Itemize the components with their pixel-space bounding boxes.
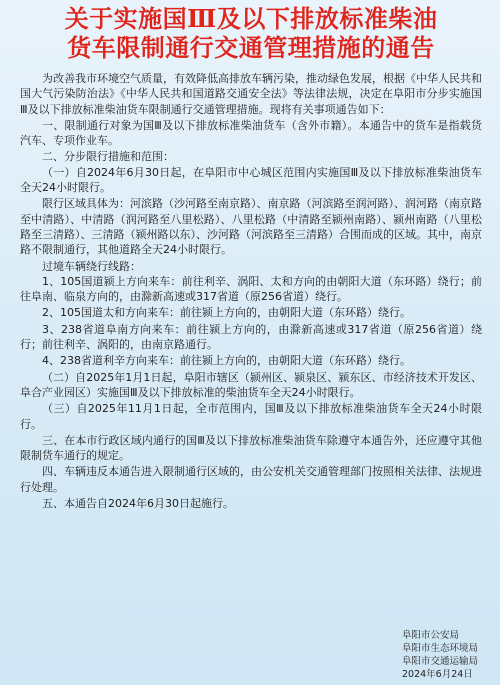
issuer-police-bureau: 阜阳市公安局 [401, 630, 459, 641]
section-2-heading: 二、分步限行措施和范围： [42, 150, 174, 164]
detour-route-3: 3、238省道阜南方向来车：前往颍上方向的，由滁新高速或317省道（原256省道）绕行；前往利辛、涡阳的，由南京路通行。 [20, 322, 482, 352]
intro-paragraph: 为改善我市环境空气质量，有效降低高排放车辆污染，推动绿色发展，根据《中华人民共和国大气污染防治法》《中华人民共和国道路交通安全法》等法律法规，决定在阜阳市分步实施国Ⅲ及以下排放标准柴油货车限制通行交通管理措施。现将有关事项通告如下： [20, 72, 482, 116]
detour-route-1: 1、105国道颍上方向来车：前往利辛、涡阳、太和方向的由朝阳大道（东环路）绕行；前往阜南、临泉方向的，由滁新高速或317省道（原256省道）绕行。 [20, 274, 482, 304]
title-line-2: 货车限制通行交通管理措施的通告 [67, 33, 435, 62]
section-1-paragraph: 一、限制通行对象为国Ⅲ及以下排放标准柴油货车（含外市籍）。本通告中的货车是指载货汽车、专项作业车。 [20, 118, 482, 148]
section-2-item-1: （一）自2024年6月30日起，在阜阳市中心城区范围内实施国Ⅲ及以下排放标准柴油货车全天24小时限行。 [20, 165, 482, 195]
restricted-area-paragraph: 限行区域具体为：河滨路（沙河路至南京路）、南京路（河滨路至润河路）、润河路（南京路至中清路）、中清路（润河路至八里松路）、八里松路（中清路至颍州南路）、颍州南路（八里松路至三清路）、三清路（颍州路以东）、沙河路（河滨路至三清路）合围而成的区域。其中，南京路不限制通行，其他道路全天24小时限行。 [20, 197, 482, 257]
issuer-transport-bureau: 阜阳市交通运输局 [401, 656, 478, 667]
section-2-item-3: （三）自2025年11月1日起，全市范围内，国Ⅲ及以下排放标准柴油货车全天24小时限行。 [20, 402, 482, 431]
notice-title [20, 4, 482, 62]
section-5-paragraph: 五、本通告自2024年6月30日起施行。 [42, 497, 234, 511]
issuer-ecology-bureau: 阜阳市生态环境局 [401, 643, 478, 654]
notice-body [20, 71, 482, 511]
issue-date: 2024年6月24日 [401, 669, 473, 680]
section-4-paragraph: 四、车辆违反本通告进入限制通行区域的，由公安机关交通管理部门按照相关法律、法规进行处理。 [20, 465, 482, 494]
issuer-signature [402, 629, 478, 681]
detour-heading: 过境车辆绕行线路： [42, 259, 141, 273]
section-2-item-2: （二）自2025年1月1日起，阜阳市辖区（颍州区、颍泉区、颍东区、市经济技术开发区、阜合产业园区）实施国Ⅲ及以下排放标准的柴油货车全天24小时限行。 [20, 370, 482, 399]
detour-route-4: 4、238省道利辛方向来车：前往颍上方向的，由朝阳大道（东环路）绕行。 [42, 354, 411, 368]
title-line-1: 关于实施国Ⅲ及以下排放标准柴油 [64, 4, 438, 33]
section-3-paragraph: 三、在本市行政区域内通行的国Ⅲ及以下排放标准柴油货车除遵守本通告外，还应遵守其他限制货车通行的规定。 [20, 433, 482, 463]
detour-route-2: 2、105国道太和方向来车：前往颍上方向的，由朝阳大道（东环路）绕行。 [42, 306, 411, 320]
